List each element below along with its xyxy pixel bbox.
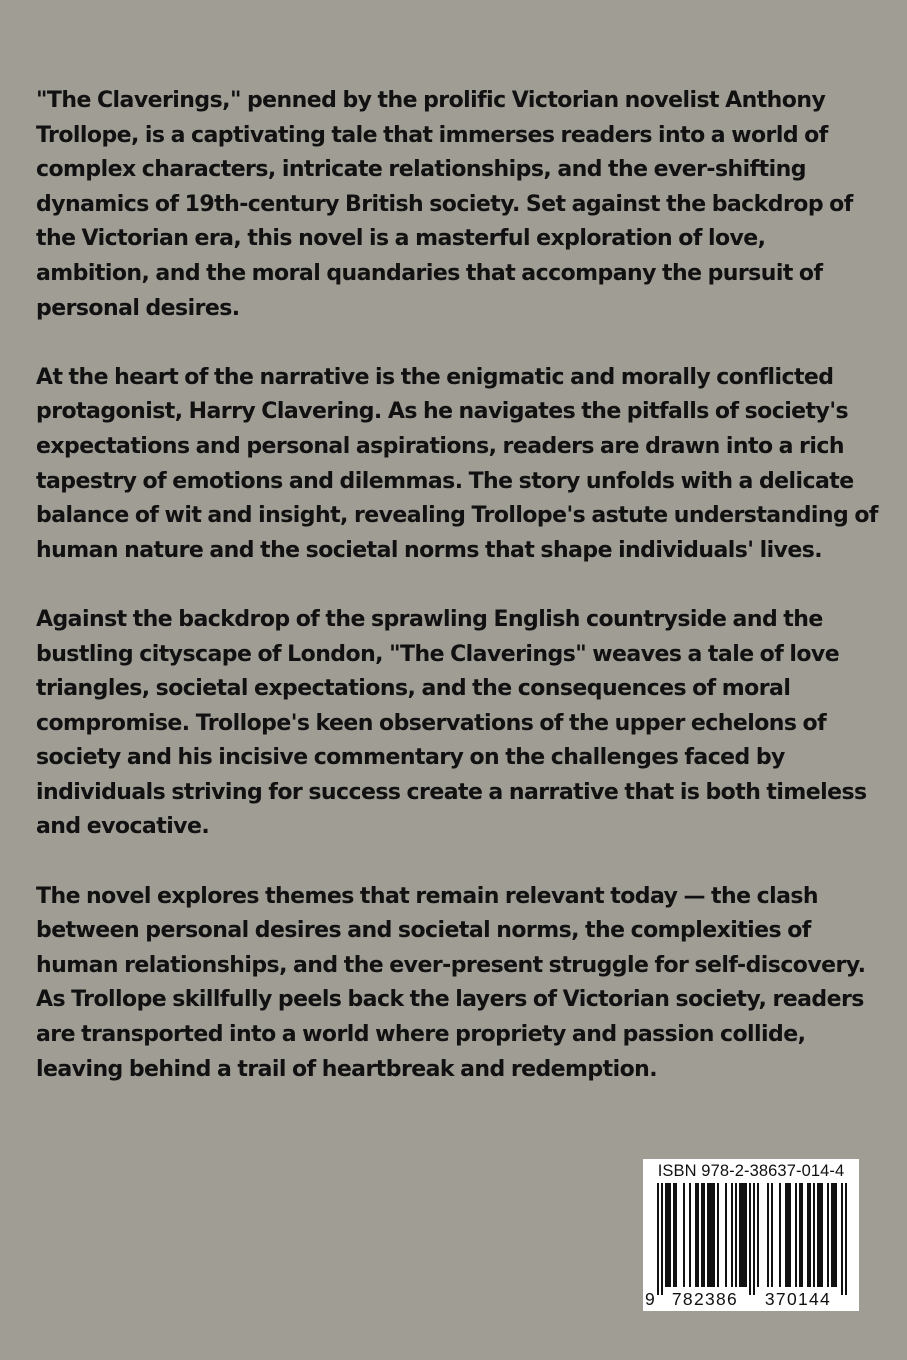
barcode-bar	[799, 1183, 801, 1287]
barcode-digits-left: 782386	[671, 1289, 739, 1309]
barcode-guard-bar	[845, 1183, 847, 1295]
barcode-bar	[689, 1183, 691, 1287]
barcode-bar	[833, 1183, 835, 1287]
barcode-bar	[827, 1183, 829, 1287]
barcode-guard-bar	[841, 1183, 843, 1295]
barcode-bar	[771, 1183, 773, 1287]
barcode-bar	[725, 1183, 727, 1287]
barcode-bar	[667, 1183, 669, 1287]
barcode-bar	[813, 1183, 815, 1287]
blurb-paragraph-4: The novel explores themes that remain relevant today — the clash between personal desires and societal norms, the complexities of human relationships, and the ever-present struggle for self-discovery. As Trollope skillfully peels back the layers of Victorian society, readers are transported into a world where propriety and passion collide, leaving behind a trail of heartbreak and redemption.	[36, 883, 866, 1082]
barcode-bar	[709, 1183, 711, 1287]
barcode-graphic	[643, 1159, 859, 1311]
barcode-bar	[717, 1183, 719, 1287]
barcode-guard-bar	[661, 1183, 663, 1295]
barcode-bar	[713, 1183, 715, 1287]
barcode-bar	[821, 1183, 823, 1287]
barcode-digits-right: 370144	[764, 1289, 832, 1309]
blurb-paragraph-2: At the heart of the narrative is the enigmatic and morally conflicted protagonist, Harry Clavering. As he navigates the pitfalls of society's expectations and personal aspirations, readers are drawn into a rich tapestry of emotions and dilemmas. The story unfolds with a delicate balance of wit and insight, revealing Trollope's astute understanding of human nature and the societal norms that shape individuals' lives.	[36, 364, 878, 563]
barcode-bar	[745, 1183, 747, 1287]
barcode-bar	[785, 1183, 787, 1287]
barcode-bar	[697, 1183, 699, 1287]
barcode-bar	[695, 1183, 697, 1287]
barcode-bar	[683, 1183, 685, 1287]
barcode-digit-first: 9	[645, 1289, 655, 1309]
barcode-bar	[757, 1183, 759, 1287]
barcode-bar	[675, 1183, 677, 1287]
barcode-bar	[735, 1183, 737, 1287]
barcode-bar	[739, 1183, 741, 1287]
barcode-bar	[741, 1183, 743, 1287]
blurb-paragraph-1: "The Claverings," penned by the prolific Victorian novelist Anthony Trollope, is a captivating tale that immerses readers into a world of complex characters, intricate relationships, and the ever-shifting dynamics of 19th-century British society. Set against the backdrop of the Victorian era, this novel is a masterful exploration of love, ambition, and the moral quandaries that accompany the pursuit of personal desires.	[36, 88, 853, 321]
barcode-bar	[789, 1183, 791, 1287]
barcode-bar	[787, 1183, 789, 1287]
barcode-bar	[831, 1183, 833, 1287]
barcode-guard-bar	[657, 1183, 659, 1295]
barcode-guard-bar	[749, 1183, 751, 1295]
barcode-bar	[795, 1183, 797, 1287]
barcode-bar	[767, 1183, 769, 1287]
barcode-bar	[807, 1183, 809, 1287]
barcode-bar	[707, 1183, 709, 1287]
barcode-bar	[701, 1183, 703, 1287]
barcode-guard-bar	[753, 1183, 755, 1295]
blurb-text	[36, 84, 878, 1122]
barcode-bar	[743, 1183, 745, 1287]
barcode-bar	[835, 1183, 837, 1287]
barcode-bars	[657, 1183, 847, 1295]
barcode-bar	[669, 1183, 671, 1287]
barcode-bar	[779, 1183, 781, 1287]
barcode-bar	[731, 1183, 733, 1287]
barcode-bar	[665, 1183, 667, 1287]
isbn-label: ISBN 978-2-38637-014-4	[657, 1162, 845, 1180]
barcode-bar	[703, 1183, 705, 1287]
blurb-paragraph-3: Against the backdrop of the sprawling English countryside and the bustling cityscape of London, "The Claverings" weaves a tale of love triangles, societal expectations, and the consequences of moral compromise. Trollope's keen observations of the upper echelons of society and his incisive commentary on the challenges faced by individuals striving for success create a narrative that is both timeless and evocative.	[36, 606, 867, 840]
barcode-bar	[711, 1183, 713, 1287]
barcode-bar	[809, 1183, 811, 1287]
barcode-bar	[673, 1183, 675, 1287]
barcode-bar	[819, 1183, 821, 1287]
isbn-barcode	[643, 1159, 859, 1311]
barcode-bar	[801, 1183, 803, 1287]
barcode-bar	[817, 1183, 819, 1287]
